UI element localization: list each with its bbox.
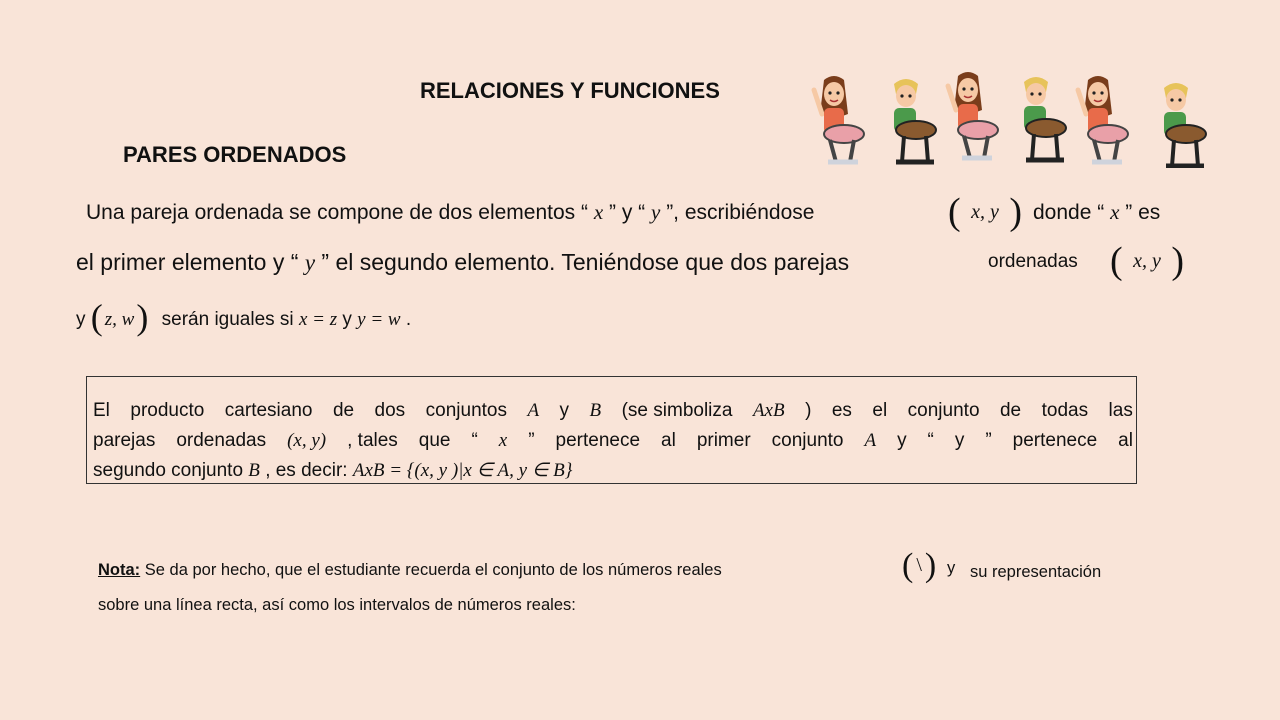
math-symbol: A: [864, 430, 877, 451]
paren-open: (: [1110, 240, 1123, 282]
box-word: ordenadas: [176, 430, 267, 451]
var-x: x: [1110, 200, 1120, 224]
text-segment: .: [405, 309, 412, 330]
box-word: cartesiano: [224, 400, 313, 421]
page-title: RELACIONES Y FUNCIONES: [420, 78, 720, 103]
pair-xy-1: [948, 190, 1022, 234]
note-label: Nota:: [98, 561, 141, 579]
paren-close: ): [1171, 240, 1184, 282]
math-symbol: x: [498, 430, 508, 451]
ordenadas-label: ordenadas: [988, 251, 1078, 272]
note-y: y: [947, 559, 956, 577]
box-word: las: [1108, 400, 1133, 421]
definition-line-2: [76, 249, 849, 276]
var-y: y: [651, 200, 661, 224]
pair-content: x, y: [1133, 250, 1161, 272]
paren-close: ): [136, 297, 149, 337]
box-word: pertenece: [1012, 430, 1098, 451]
text-segment: Una pareja ordenada se compone de dos elementos “: [86, 201, 588, 224]
var-x: x: [593, 200, 604, 224]
pair-xy-2: [1110, 239, 1184, 283]
cartesian-product-formula: AxB = {(x, y )|x ∈ A, y ∈ B}: [352, 460, 573, 481]
box-word: “: [927, 430, 934, 451]
box-word: producto: [130, 400, 205, 421]
box-word: primer: [696, 430, 751, 451]
definition-line-1: [86, 200, 814, 225]
box-line-3: [93, 459, 1133, 482]
text-segment: y: [76, 309, 86, 330]
cartesian-symbol: AxB: [752, 400, 785, 421]
box-word: ”: [528, 430, 535, 451]
box-word: (se simboliza: [621, 400, 733, 421]
box-word: de: [332, 400, 355, 421]
box-word: al: [661, 430, 676, 451]
paren-close: ): [924, 547, 937, 584]
box-word: , tales: [347, 430, 398, 451]
text-segment: segundo conjunto: [93, 460, 244, 481]
paren-open: (: [948, 191, 961, 233]
reals-symbol: [902, 547, 936, 585]
box-word: es: [831, 400, 852, 421]
text-segment: ”, escribiéndose: [666, 201, 815, 224]
box-word: el: [872, 400, 888, 421]
set-b: B: [248, 460, 260, 481]
box-word: y: [897, 430, 907, 451]
box-word: y: [954, 430, 965, 451]
box-word: al: [1118, 430, 1133, 451]
box-word: que: [418, 430, 451, 451]
pair-zw: z, w: [104, 309, 135, 330]
set-b: B: [589, 400, 602, 421]
text-segment: y: [342, 309, 352, 330]
text-segment: donde “: [1033, 201, 1105, 224]
var-y: y: [304, 250, 316, 275]
paren-open: (: [90, 297, 103, 337]
box-line-1: [93, 400, 1133, 422]
box-word: conjunto: [907, 400, 980, 421]
text-segment: el primer elemento y “: [76, 249, 299, 275]
note-text-2: su representación: [970, 563, 1102, 581]
equation-x-z: x = z: [298, 309, 338, 330]
note-line-1: [98, 561, 722, 580]
set-a: A: [527, 400, 540, 421]
text-segment: ” el segundo elemento. Teniéndose que dos parejas: [321, 249, 850, 275]
box-word: de: [999, 400, 1022, 421]
box-word: dos: [374, 400, 406, 421]
box-word: ”: [985, 430, 992, 451]
text-segment: , es decir:: [265, 460, 348, 481]
text-segment: ” es: [1125, 201, 1161, 224]
definition-line-1-end: [1033, 200, 1160, 225]
text-segment: ” y “: [609, 201, 646, 224]
box-word: conjuntos: [425, 400, 507, 421]
box-word: “: [471, 430, 478, 451]
box-word: conjunto: [771, 430, 844, 451]
section-subtitle: PARES ORDENADOS: [123, 142, 347, 167]
pair-content: x, y: [971, 201, 999, 223]
box-word: parejas: [93, 430, 156, 451]
text-segment: serán iguales si: [161, 309, 294, 330]
ordered-pair: (x, y): [287, 430, 327, 451]
box-line-2: [93, 430, 1133, 452]
students-illustration: [808, 68, 1218, 168]
note-text: Se da por hecho, que el estudiante recuerda el conjunto de los números reales: [144, 561, 722, 579]
definition-line-3: [76, 292, 412, 337]
box-word: ): [805, 400, 812, 421]
reals-glyph: \: [916, 554, 922, 576]
box-word: El: [93, 400, 110, 421]
box-word: pertenece: [555, 430, 641, 451]
note-line-2: sobre una línea recta, así como los intervalos de números reales:: [98, 596, 576, 614]
box-word: todas: [1041, 400, 1089, 421]
equation-y-w: y = w: [357, 309, 401, 330]
paren-close: ): [1009, 191, 1022, 233]
paren-open: (: [902, 547, 914, 584]
box-word: y: [559, 400, 570, 421]
